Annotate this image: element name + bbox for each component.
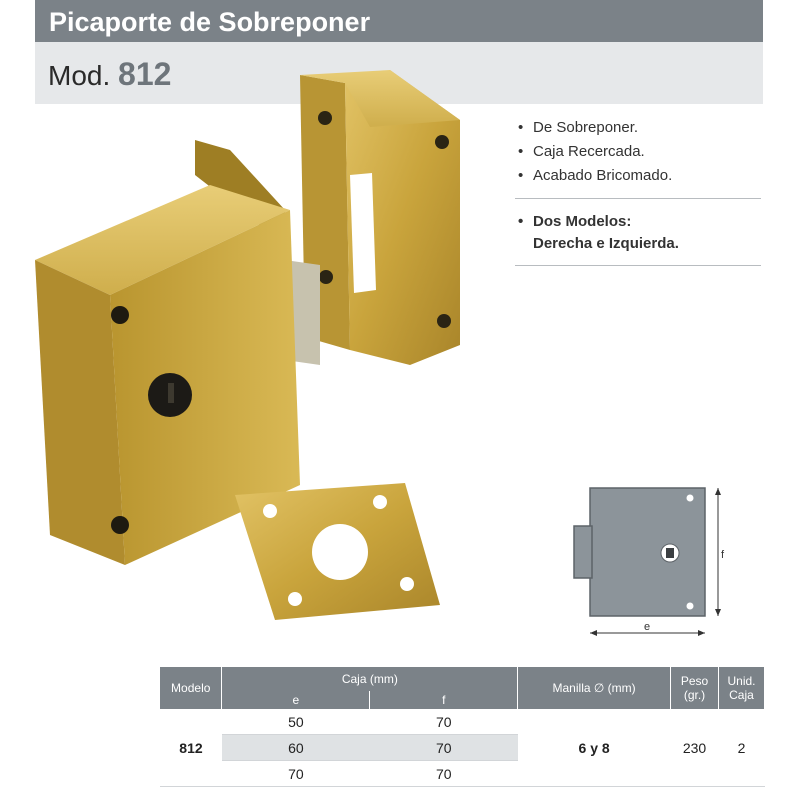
model-prefix: Mod. (48, 60, 111, 91)
cell-modelo: 812 (160, 709, 222, 787)
feature-item: • Acabado Bricomado. (515, 164, 761, 188)
cell-manilla: 6 y 8 (518, 709, 671, 787)
table-row (160, 709, 765, 735)
escutcheon-plate (235, 483, 440, 620)
cell-f: 70 (370, 735, 518, 761)
dim-f-label: f (721, 549, 725, 561)
features-panel (515, 116, 761, 278)
col-peso: Peso (gr.) (671, 667, 719, 709)
spec-table (160, 667, 765, 787)
model-number: 812 (118, 56, 172, 92)
col-f: f (370, 691, 518, 709)
models-note-line2: Derecha e Izquierda. (533, 235, 679, 252)
cell-f: 70 (370, 709, 518, 735)
feature-list (515, 116, 761, 188)
col-modelo: Modelo (160, 667, 222, 709)
product-photo (30, 65, 470, 625)
col-e: e (222, 691, 370, 709)
models-list (515, 211, 761, 255)
cell-e: 60 (222, 735, 370, 761)
dim-e-label: e (644, 621, 651, 633)
models-note (515, 211, 761, 255)
divider (515, 265, 761, 266)
page-title: Picaporte de Sobreponer (35, 0, 763, 42)
divider (515, 198, 761, 199)
cell-f: 70 (370, 761, 518, 787)
cell-peso: 230 (671, 709, 719, 787)
col-manilla: Manilla ∅ (mm) (518, 667, 671, 709)
cell-e: 70 (222, 761, 370, 787)
cell-e: 50 (222, 709, 370, 735)
col-unid: Unid. Caja (718, 667, 764, 709)
models-note-line1: Dos Modelos: (533, 213, 632, 230)
col-caja: Caja (mm) (222, 667, 518, 691)
feature-item: • De Sobreponer. (515, 116, 761, 140)
dimension-diagram (560, 478, 740, 648)
cell-unid: 2 (718, 709, 764, 787)
feature-item: • Caja Recercada. (515, 140, 761, 164)
strike-plate (300, 70, 460, 365)
